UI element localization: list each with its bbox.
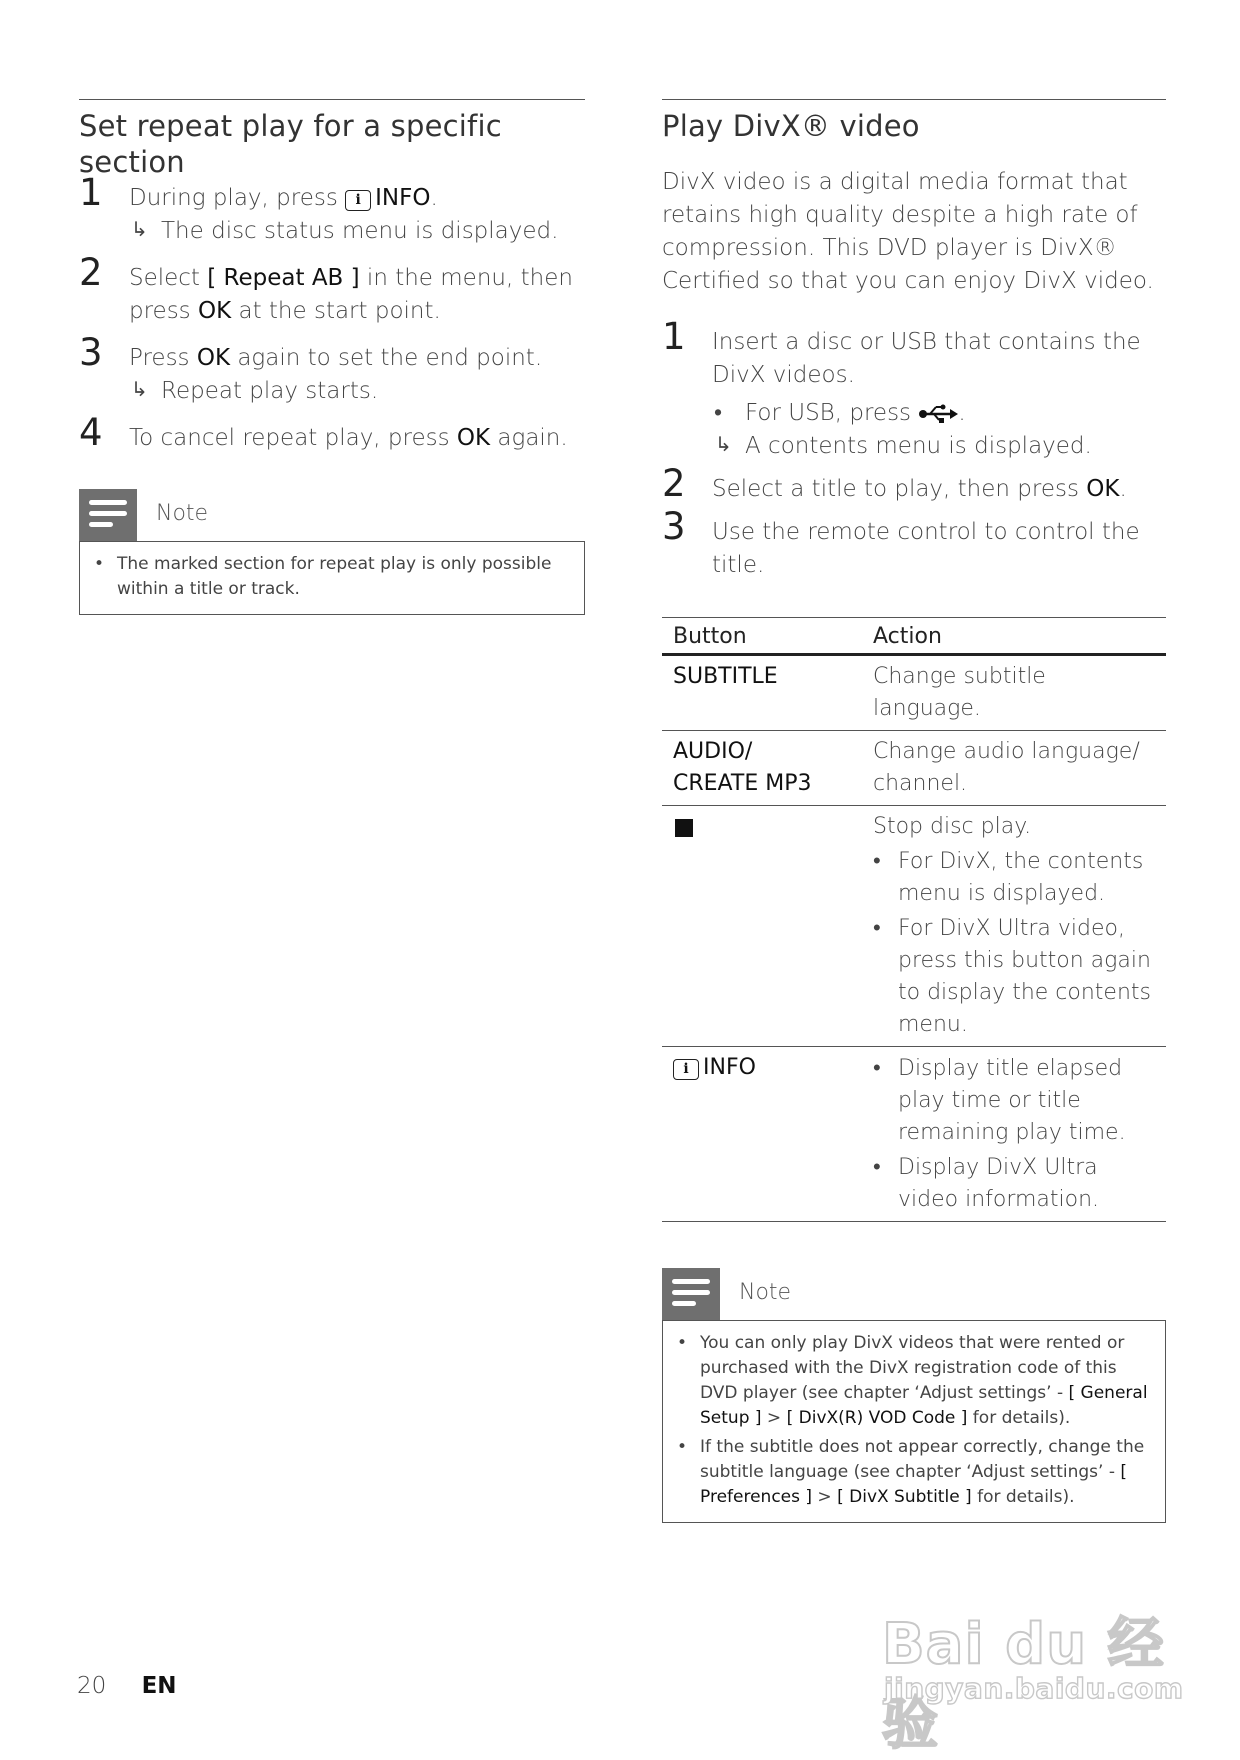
table-cell-action bbox=[862, 806, 1166, 1047]
button-name: INFO bbox=[703, 1055, 756, 1080]
step-text: For USB, press bbox=[745, 400, 919, 426]
bullet-icon: • bbox=[873, 916, 881, 941]
note-title: Note bbox=[156, 501, 209, 526]
step-button-name: OK bbox=[1086, 476, 1120, 502]
table-cell-action: Change audio language/ channel. bbox=[862, 731, 1166, 806]
step-sub-bullet bbox=[712, 397, 1166, 430]
bullet-icon: • bbox=[714, 400, 723, 426]
step-item bbox=[79, 171, 585, 248]
note-icon bbox=[79, 489, 137, 541]
note-item bbox=[94, 552, 568, 602]
step-text: Use the remote control to control the title. bbox=[712, 519, 1140, 578]
table-cell-button: SUBTITLE bbox=[662, 655, 862, 731]
action-text: For DivX Ultra video, press this button again to display the contents menu. bbox=[898, 916, 1151, 1037]
step-text: at the start point. bbox=[231, 298, 441, 324]
step-number: 2 bbox=[662, 462, 686, 505]
table-row bbox=[662, 655, 1166, 731]
step-item bbox=[79, 251, 585, 328]
action-text: For DivX, the contents menu is displayed. bbox=[898, 849, 1144, 906]
page-number: 20 bbox=[77, 1673, 107, 1699]
note-icon bbox=[662, 1268, 720, 1320]
menu-item-name: [ Repeat AB ] bbox=[207, 265, 360, 291]
step-text: again to set the end point. bbox=[230, 345, 543, 371]
table-row bbox=[662, 1047, 1166, 1222]
page-footer bbox=[77, 1673, 177, 1699]
result-arrow-icon: ↳ bbox=[131, 377, 148, 401]
action-bullet bbox=[873, 1152, 1155, 1216]
note-text: The marked section for repeat play is only possible within a title or track. bbox=[117, 554, 552, 599]
info-icon: i bbox=[673, 1059, 699, 1080]
step-button-name: INFO bbox=[375, 185, 431, 211]
menu-item-name: [ DivX(R) VOD Code ] bbox=[786, 1408, 968, 1428]
result-text: The disc status menu is displayed. bbox=[161, 218, 559, 244]
bullet-icon: • bbox=[677, 1437, 688, 1457]
section-heading-divx: Play DivX® video bbox=[662, 109, 920, 143]
action-text: Display DivX Ultra video information. bbox=[898, 1155, 1100, 1212]
step-button-name: OK bbox=[456, 425, 491, 451]
bullet-icon: • bbox=[873, 1155, 881, 1180]
step-text: During play, press bbox=[129, 185, 346, 211]
left-column bbox=[79, 99, 585, 615]
step-text: Press bbox=[129, 345, 197, 371]
bullet-icon: • bbox=[94, 554, 105, 574]
result-text: A contents menu is displayed. bbox=[745, 433, 1092, 459]
step-text: Select bbox=[129, 265, 208, 291]
step-text: in the menu, then bbox=[359, 265, 573, 291]
step-item bbox=[79, 331, 585, 408]
result-text: Repeat play starts. bbox=[161, 378, 379, 404]
intro-paragraph: DivX video is a digital media format that retains high quality despite a high rate of compression. This DVD player is DivX® Certified so that you can enjoy DivX video. bbox=[662, 169, 1154, 294]
note-text: > bbox=[761, 1408, 787, 1428]
step-result bbox=[129, 375, 585, 408]
step-text: again. bbox=[490, 425, 568, 451]
note-item bbox=[677, 1331, 1149, 1431]
table-cell-action: Change subtitle language. bbox=[862, 655, 1166, 731]
note-header bbox=[79, 489, 585, 541]
step-text: . bbox=[430, 185, 438, 211]
steps-list bbox=[662, 315, 1166, 582]
step-text: To cancel repeat play, press bbox=[129, 425, 457, 451]
step-item bbox=[662, 505, 1166, 582]
bullet-icon: • bbox=[873, 849, 881, 874]
step-text: . bbox=[958, 400, 966, 426]
note-text: If the subtitle does not appear correctly, change the subtitle language (see chapter ‘Adjust settings’ - bbox=[700, 1437, 1145, 1482]
step-result bbox=[129, 215, 585, 248]
language-code: EN bbox=[141, 1673, 177, 1699]
step-button-name: OK bbox=[197, 298, 232, 324]
step-item bbox=[662, 315, 1166, 463]
result-arrow-icon: ↳ bbox=[131, 217, 148, 241]
result-arrow-icon: ↳ bbox=[715, 432, 732, 456]
step-result bbox=[713, 430, 1166, 463]
action-text: Stop disc play. bbox=[873, 814, 1032, 839]
step-item bbox=[662, 462, 1166, 506]
step-number: 1 bbox=[662, 315, 686, 358]
step-text: . bbox=[1119, 476, 1127, 502]
step-text: press bbox=[129, 298, 198, 324]
note-text: You can only play DivX videos that were rented or purchased with the DivX registration code of this DVD player (see chapter ‘Adjust settings’ - bbox=[700, 1333, 1125, 1403]
menu-item-name: [ Preferences ] bbox=[700, 1462, 1128, 1507]
button-name: AUDIO/ bbox=[673, 739, 753, 764]
stop-icon bbox=[675, 819, 693, 837]
action-bullet bbox=[873, 913, 1155, 1041]
table-cell-button bbox=[662, 1047, 862, 1222]
step-text: Insert a disc or USB that contains the DivX videos. bbox=[712, 329, 1141, 388]
note-header bbox=[662, 1268, 1166, 1320]
note-body bbox=[79, 541, 585, 615]
bullet-icon: • bbox=[677, 1333, 688, 1353]
watermark-logo-text: Bai du 经验 bbox=[882, 1612, 1165, 1757]
note-title: Note bbox=[739, 1280, 792, 1305]
note-text: for details). bbox=[971, 1487, 1075, 1507]
menu-item-name: [ General Setup ] bbox=[700, 1383, 1148, 1428]
steps-list bbox=[79, 171, 585, 455]
usb-icon bbox=[918, 404, 958, 424]
table-header: Button bbox=[662, 618, 862, 655]
info-icon: i bbox=[345, 190, 371, 211]
section-heading-repeat: Set repeat play for a specific section bbox=[79, 109, 502, 179]
table-cell-button bbox=[662, 806, 862, 1047]
baidu-watermark bbox=[882, 1592, 1184, 1757]
bullet-icon: • bbox=[873, 1056, 881, 1081]
table-row bbox=[662, 731, 1166, 806]
step-number: 4 bbox=[79, 411, 103, 454]
note-panel bbox=[662, 1268, 1166, 1523]
note-body bbox=[662, 1320, 1166, 1523]
table-cell-button bbox=[662, 731, 862, 806]
step-number: 3 bbox=[79, 331, 103, 374]
note-item bbox=[677, 1435, 1149, 1510]
action-text: Display title elapsed play time or title remaining play time. bbox=[898, 1056, 1126, 1145]
menu-item-name: [ DivX Subtitle ] bbox=[837, 1487, 972, 1507]
note-text: for details). bbox=[967, 1408, 1071, 1428]
step-button-name: OK bbox=[196, 345, 231, 371]
step-number: 2 bbox=[79, 251, 103, 294]
right-column bbox=[662, 99, 1166, 1523]
table-cell-action bbox=[862, 1047, 1166, 1222]
step-number: 1 bbox=[79, 171, 103, 214]
note-panel bbox=[79, 489, 585, 615]
table-header-row bbox=[662, 618, 1166, 655]
step-text: Select a title to play, then press bbox=[712, 476, 1087, 502]
step-item bbox=[79, 411, 585, 455]
button-name: CREATE MP3 bbox=[673, 771, 812, 796]
note-text: > bbox=[812, 1487, 838, 1507]
controls-table bbox=[662, 617, 1166, 1222]
action-bullet bbox=[873, 1053, 1155, 1149]
step-number: 3 bbox=[662, 505, 686, 548]
table-row bbox=[662, 806, 1166, 1047]
action-bullet bbox=[873, 846, 1155, 910]
table-header: Action bbox=[862, 618, 1166, 655]
watermark-url: jingyan.baidu.com bbox=[884, 1672, 1184, 1705]
